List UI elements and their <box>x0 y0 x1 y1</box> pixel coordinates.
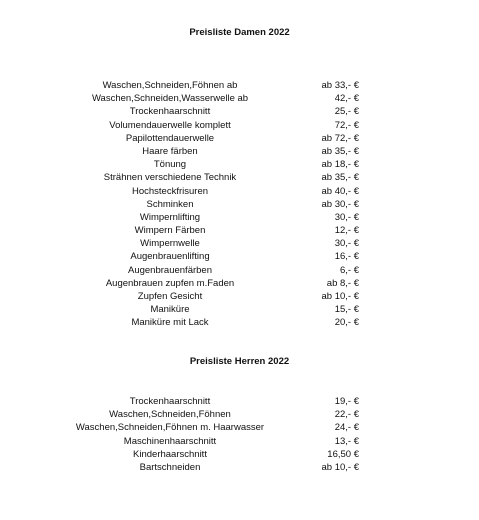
service-price: 30,- € <box>334 211 359 223</box>
price-row <box>0 250 479 263</box>
price-row <box>0 290 479 303</box>
service-name: Hochsteckfrisuren <box>131 185 209 197</box>
service-name: Augenbrauen zupfen m.Faden <box>105 277 235 289</box>
price-row <box>0 171 479 184</box>
service-price: 6,- € <box>339 264 359 276</box>
service-price: 30,- € <box>334 238 359 250</box>
service-price: 25,- € <box>334 106 359 118</box>
service-name: Wimpernlifting <box>139 211 201 223</box>
service-name: Haare färben <box>142 145 198 157</box>
price-row <box>0 198 479 211</box>
service-name: Maniküre <box>150 304 190 316</box>
service-price: 15,- € <box>334 304 359 316</box>
price-row <box>0 264 479 277</box>
service-price: 20,- € <box>334 317 359 329</box>
herren-section-title: Preisliste Herren 2022 <box>189 356 290 367</box>
service-name: Trockenhaarschnitt <box>129 106 211 118</box>
service-name: Maniküre mit Lack <box>131 317 209 329</box>
price-row <box>0 158 479 171</box>
service-name: Wimpern Färben <box>134 225 206 237</box>
price-row <box>0 316 479 329</box>
price-row <box>0 132 479 145</box>
service-name: Tönung <box>153 159 187 171</box>
service-price: ab 72,- € <box>321 132 359 144</box>
service-name: Volumendauerwelle komplett <box>109 119 231 131</box>
service-name: Schminken <box>146 198 194 210</box>
price-row <box>0 105 479 118</box>
service-price: 42,- € <box>334 93 359 105</box>
service-price: ab 8,- € <box>326 277 359 289</box>
price-row <box>0 277 479 290</box>
service-price: 16,- € <box>334 251 359 263</box>
herren-price-list <box>0 395 479 474</box>
service-price: ab 30,- € <box>321 198 359 210</box>
service-name: Papilottendauerwelle <box>125 132 215 144</box>
damen-section-title: Preisliste Damen 2022 <box>189 27 290 38</box>
service-price: ab 35,- € <box>321 172 359 184</box>
service-price: ab 33,- € <box>321 80 359 91</box>
service-name: Wimpernwelle <box>140 238 200 250</box>
service-name: Waschen,Schneiden,Föhnen ab <box>102 80 238 91</box>
service-name: Augenbrauenlifting <box>130 251 210 263</box>
price-row <box>0 92 479 105</box>
price-row <box>0 408 479 421</box>
service-price: ab 10,- € <box>321 291 359 302</box>
price-row <box>0 303 479 316</box>
price-row <box>0 224 479 237</box>
price-row <box>0 237 479 250</box>
price-row <box>0 211 479 224</box>
service-price: ab 10,- € <box>321 461 359 473</box>
service-name: Zupfen Gesicht <box>137 291 203 302</box>
service-price: 13,- € <box>334 435 359 447</box>
service-name: Kinderhaarschnitt <box>133 448 207 460</box>
service-name: Maschinenhaarschnitt <box>123 435 217 447</box>
service-price: ab 18,- € <box>321 159 359 171</box>
service-price: 19,- € <box>334 396 359 407</box>
service-price: ab 35,- € <box>321 145 359 157</box>
service-name: Waschen,Schneiden,Föhnen m. Haarwasser <box>75 422 265 434</box>
price-row <box>0 395 479 408</box>
service-name: Bartschneiden <box>139 461 201 473</box>
service-price: 12,- € <box>334 225 359 237</box>
service-price: 72,- € <box>334 119 359 131</box>
price-row <box>0 435 479 448</box>
service-price: ab 40,- € <box>321 185 359 197</box>
service-name: Waschen,Schneiden,Föhnen <box>109 409 231 421</box>
service-name: Trockenhaarschnitt <box>129 396 211 407</box>
price-row <box>0 145 479 158</box>
price-row <box>0 421 479 434</box>
service-price: 16,50 € <box>327 448 359 460</box>
price-row <box>0 119 479 132</box>
service-name: Strähnen verschiedene Technik <box>103 172 237 184</box>
damen-price-list <box>0 79 479 330</box>
price-row <box>0 79 479 92</box>
service-price: 22,- € <box>334 409 359 421</box>
service-name: Waschen,Schneiden,Wasserwelle ab <box>91 93 249 105</box>
price-row <box>0 448 479 461</box>
price-row <box>0 185 479 198</box>
service-name: Augenbrauenfärben <box>128 264 212 276</box>
price-row <box>0 461 479 474</box>
service-price: 24,- € <box>334 422 359 434</box>
